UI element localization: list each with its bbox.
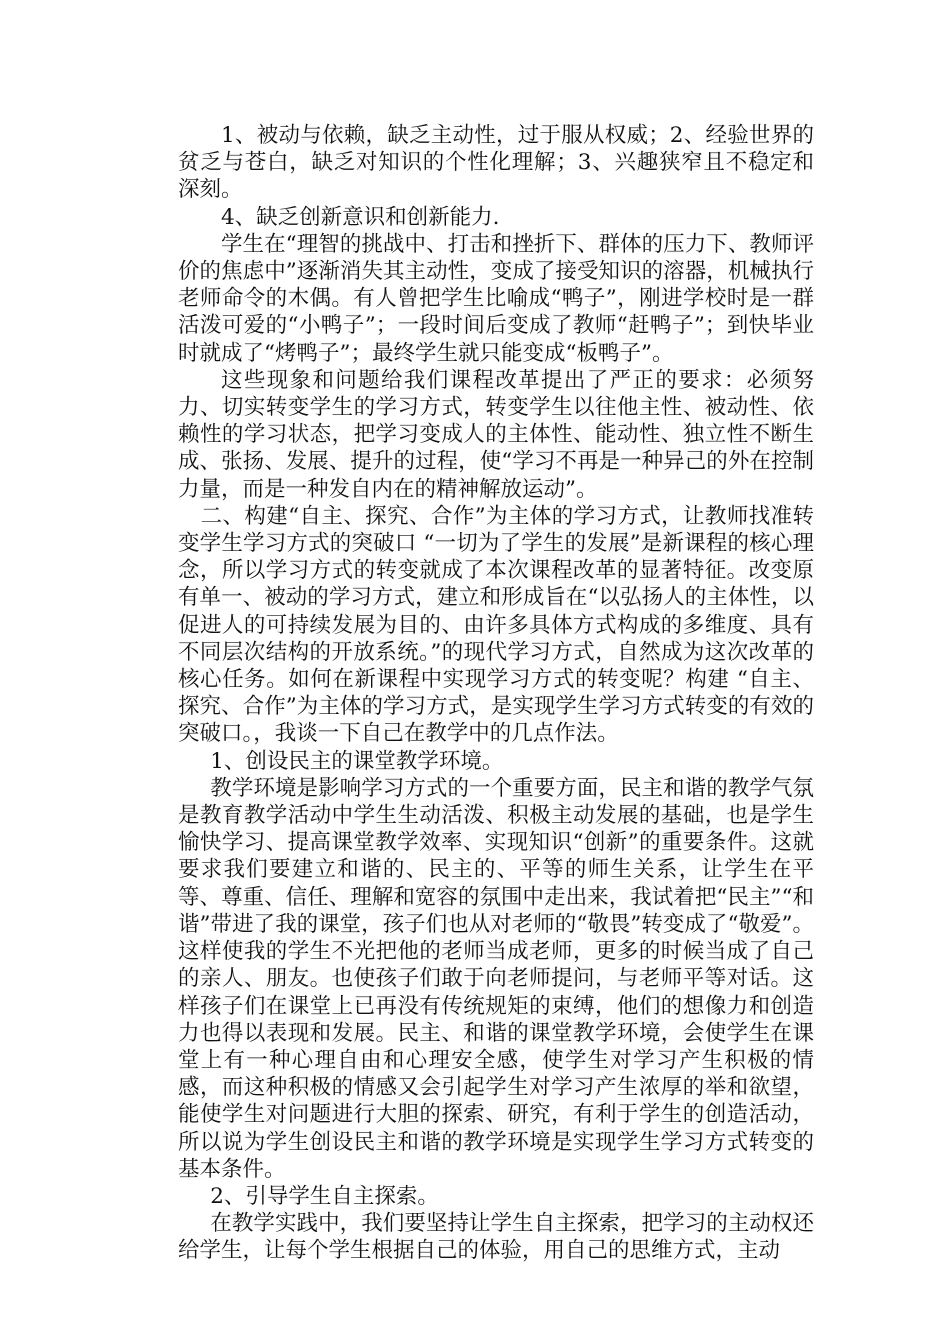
heading-democratic-environment: 1、创设民主的课堂教学环境。 <box>210 748 504 774</box>
paragraph-section-two: 二、构建“自主、探究、合作”为主体的学习方式，让教师找准转变学生学习方式的突破口 “一切为了学生的发展”是新课程的核心理念，所以学习方式的转变就成了本次课程改革的显著特征。改变原有单一、被动的学习方式，建立和形成旨在“以弘扬人的主体性，以促进人的可持续发展为目的、由许多具体方式构成的多维度、具有不同层次结构的开放系统。”的现代学习方式，自然成为这次改革的核心任务。如何在新课程中实现学习方式的转变呢？构建 “自主、探究、合作”为主体的学习方式，是实现学生学习方式转变的有效的突破口。，我谈一下自己在教学中的几点作法。 <box>178 503 814 747</box>
paragraph-passive-dependence: 1、被动与依赖，缺乏主动性，过于服从权威；2、经验世界的贫乏与苍白，缺乏对知识的个性化理解；3、兴趣狭窄且不稳定和深刻。 <box>178 123 814 203</box>
paragraph-teaching-practice: 在教学实践中，我们要坚持让学生自主探索，把学习的主动权还给学生，让每个学生根据自己的体验，用自己的思维方式，主动 <box>178 1211 814 1264</box>
paragraph-reform-requirements: 这些现象和问题给我们课程改革提出了严正的要求：必须努力、切实转变学生的学习方式，转变学生以往他主性、被动性、依赖性的学习状态，把学习变成人的主体性、能动性、独立性不断生成、张扬、发展、提升的过程，使“学习不再是一种异己的外在控制力量，而是一种发自内在的精神解放运动”。 <box>178 367 814 502</box>
paragraph-student-ducks: 学生在“理智的挑战中、打击和挫折下、群体的压力下、教师评价的焦虑中”逐渐消失其主动性，变成了接受知识的溶器，机械执行老师命令的木偶。有人曾把学生比喻成“鸭子”，刚进学校时是一群活泼可爱的“小鸭子”；一段时间后变成了教师“赶鸭子”；到快毕业时就成了“烤鸭子”；最终学生就只能变成“板鸭子”。 <box>178 231 814 366</box>
document-page <box>178 122 814 1265</box>
heading-self-exploration: 2、引导学生自主探索。 <box>210 1183 439 1209</box>
paragraph-teaching-environment: 教学环境是影响学习方式的一个重要方面，民主和谐的教学气氛是教育教学活动中学生生动活泼、积极主动发展的基础，也是学生愉快学习、提高课堂教学效率、实现知识“创新”的重要条件。这就要求我们要建立和谐的、民主的、平等的师生关系，让学生在平等、尊重、信任、理解和宽容的氛围中走出来，我试着把“民主”“和谐”带进了我的课堂，孩子们也从对老师的“敬畏”转变成了“敬爱”。这样使我的学生不光把他的老师当成老师，更多的时候当成了自己的亲人、朋友。也使孩子们敢于向老师提问，与老师平等对话。这样孩子们在课堂上已再没有传统规矩的束缚，他们的想像力和创造力也得以表现和发展。民主、和谐的课堂教学环境，会使学生在课堂上有一种心理自由和心理安全感，使学生对学习产生积极的情感，而这种积极的情感又会引起学生对学习产生浓厚的举和欲望，能使学生对问题进行大胆的探索、研究，有利于学生的创造活动，所以说为学生创设民主和谐的教学环境是实现学生学习方式转变的基本条件。 <box>178 775 814 1182</box>
paragraph-lack-innovation: 4、缺乏创新意识和创新能力. <box>221 204 500 230</box>
